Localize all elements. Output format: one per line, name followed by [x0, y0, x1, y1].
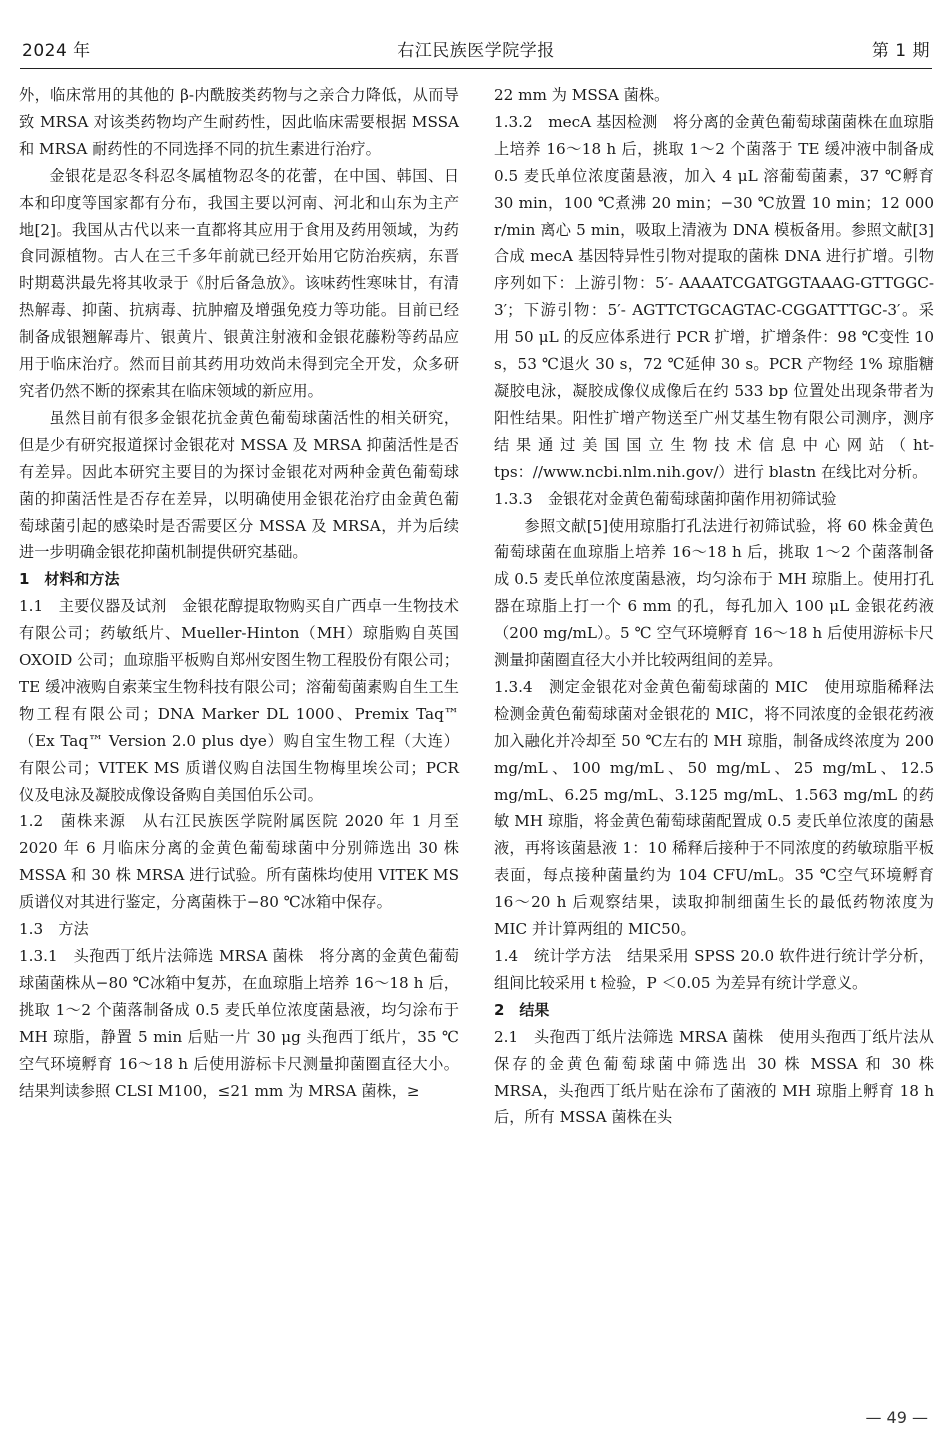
header-issue: 第 1 期	[871, 41, 930, 61]
left-column	[19, 82, 459, 1104]
page-number: — 49 —	[865, 1408, 928, 1427]
paragraph: 参照文献[5]使用琼脂打孔法进行初筛试验，将 60 株金黄色葡萄球菌在血琼脂上培养 16～18 h 后，挑取 1～2 个菌落制备成 0.5 麦氏单位浓度菌悬液，均匀涂布于 MH 琼脂上。使用打孔器在琼脂上打一个 6 mm 的孔，每孔加入 100 μL 金银花药液（200 mg/mL）。5 ℃ 空气环境孵育 16～18 h 后使用游标卡尺测量抑菌圈直径大小并比较两组间的差异。	[494, 516, 934, 670]
section-heading: 2 结果	[494, 1000, 550, 1019]
header-year: 2024 年	[22, 41, 91, 61]
paragraph: 金银花是忍冬科忍冬属植物忍冬的花蕾，在中国、韩国、日本和印度等国家都有分布，我国主要以河南、河北和山东为主产地[2]。我国从古代以来一直都将其应用于食用及药用领域，为药食同源植物。古人在三千多年前就已经开始用它防治疾病，东晋时期葛洪最先将其收录于《肘后备急放》。该味药性寒味甘，有清热解毒、抑菌、抗病毒、抗肿瘤及增强免疫力等功能。目前已经制备成银翘解毒片、银黄片、银黄注射液和金银花藤粉等药品应用于临床治疗。然而目前其药用功效尚未得到完全开发，众多研究者仍然不断的探索其在临床领域的新应用。	[19, 166, 459, 400]
subsection-heading: 1.3 方法	[19, 920, 89, 939]
paragraph: 22 mm 为 MSSA 菌株。	[494, 86, 670, 104]
paragraph: 1.4 统计学方法 结果采用 SPSS 20.0 软件进行统计学分析，组间比较采用 t 检验，P ＜0.05 为差异有统计学意义。	[494, 947, 934, 992]
paragraph: 1.2 菌株来源 从右江民族医学院附属医院 2020 年 1 月至 2020 年 6 月临床分离的金黄色葡萄球菌中分别筛选出 30 株 MSSA 和 30 株 MRSA 进行试验。所有菌株均使用 VITEK MS 质谱仪对其进行鉴定，分离菌株于−80 ℃冰箱中保存。	[19, 812, 459, 912]
section-heading: 1 材料和方法	[19, 570, 120, 589]
subsection-heading: 1.3.3 金银花对金黄色葡萄球菌抑菌作用初筛试验	[494, 489, 837, 508]
paragraph: 虽然目前有很多金银花抗金黄色葡萄球菌活性的相关研究，但是少有研究报道探讨金银花对 MSSA 及 MRSA 抑菌活性是否有差异。因此本研究主要目的为探讨金银花对两种金黄色葡萄球菌的抑菌活性是否存在差异，以明确使用金银花治疗由金黄色葡萄球菌引起的感染时是否需要区分 MSSA 及 MRSA，并为后续进一步明确金银花抑菌机制提供研究基础。	[19, 408, 459, 562]
header-journal-title: 右江民族医学院学报	[397, 41, 555, 61]
paragraph: 2.1 头孢西丁纸片法筛选 MRSA 菌株 使用头孢西丁纸片法从保存的金黄色葡萄球菌中筛选出 30 株 MSSA 和 30 株 MRSA，头孢西丁纸片贴在涂布了菌液的 MH 琼脂上孵育 18 h 后，所有 MSSA 菌株在头	[494, 1027, 934, 1127]
paragraph: 1.3.2 mecA 基因检测 将分离的金黄色葡萄球菌菌株在血琼脂上培养 16～18 h 后，挑取 1～2 个菌落于 TE 缓冲液中制备成 0.5 麦氏单位浓度菌悬液，加入 4 μL 溶葡萄菌素，37 ℃孵育 30 min，100 ℃煮沸 20 min；−30 ℃放置 10 min；12 000 r/min 离心 5 min，吸取上清液为 DNA 模板备用。参照文献[3]合成 mecA 基因特异性引物对提取的菌株 DNA 进行扩增。引物序列如下：上游引物：5′- AAAATCGATGGTAAAG-GTTGGC-3′；下游引物：5′- AGTTCTGCAGTAC-CGGATTTGC-3′。采用 50 μL 的反应体系进行 PCR 扩增，扩增条件：98 ℃变性 10 s，53 ℃退火 30 s，72 ℃延伸 30 s。PCR 产物经 1% 琼脂糖凝胶电泳，凝胶成像仪成像后在约 533 bp 位置处出现条带者为阳性结果。阳性扩增产物送至广州艾基生物有限公司测序，测序结果通过美国国立生物技术信息中心网站（ht-tps：//www.ncbi.nlm.nih.gov/）进行 blastn 在线比对分析。	[494, 112, 934, 481]
paragraph: 1.1 主要仪器及试剂 金银花醇提取物购买自广西卓一生物技术有限公司；药敏纸片、Mueller-Hinton（MH）琼脂购自英国 OXOID 公司；血琼脂平板购自郑州安图生物工程股份有限公司；TE 缓冲液购自索莱宝生物科技有限公司；溶葡萄菌素购自生工生物工程有限公司；DNA Marker DL 1000、Premix Taq™（Ex Taq™ Version 2.0 plus dye）购自宝生物工程（大连）有限公司；VITEK MS 质谱仪购自法国生物梅里埃公司；PCR 仪及电泳及凝胶成像设备购自美国伯乐公司。	[19, 597, 459, 804]
right-column	[494, 82, 934, 1131]
paragraph: 外，临床常用的其他的 β-内酰胺类药物与之亲合力降低，从而导致 MRSA 对该类药物均产生耐药性，因此临床需要根据 MSSA 和 MRSA 耐药性的不同选择不同的抗生素进行治疗。	[19, 86, 459, 158]
paragraph: 1.3.4 测定金银花对金黄色葡萄球菌的 MIC 使用琼脂稀释法检测金黄色葡萄球菌对金银花的 MIC，将不同浓度的金银花药液加入融化并冷却至 50 ℃左右的 MH 琼脂，制备成终浓度为 200 mg/mL、100 mg/mL、50 mg/mL、25 mg/mL、12.5 mg/mL、6.25 mg/mL、3.125 mg/mL、1.563 mg/mL 的药敏 MH 琼脂，将金黄色葡萄球菌配置成 0.5 麦氏单位浓度的菌悬液，再将该菌悬液 1：10 稀释后接种于不同浓度的药敏琼脂平板表面，每点接种菌量约为 104 CFU/mL。35 ℃空气环境孵育 16～20 h 后观察结果，读取抑制细菌生长的最低药物浓度为 MIC 并计算两组的 MIC50。	[494, 677, 934, 939]
paragraph: 1.3.1 头孢西丁纸片法筛选 MRSA 菌株 将分离的金黄色葡萄球菌菌株从−80 ℃冰箱中复苏，在血琼脂上培养 16～18 h 后，挑取 1～2 个菌落制备成 0.5 麦氏单位浓度菌悬液，均匀涂布于 MH 琼脂，静置 5 min 后贴一片 30 μg 头孢西丁纸片，35 ℃ 空气环境孵育 16～18 h 后使用游标卡尺测量抑菌圈直径大小。结果判读参照 CLSI M100，≤21 mm 为 MRSA 菌株，≥	[19, 947, 459, 1100]
running-header	[20, 34, 932, 69]
